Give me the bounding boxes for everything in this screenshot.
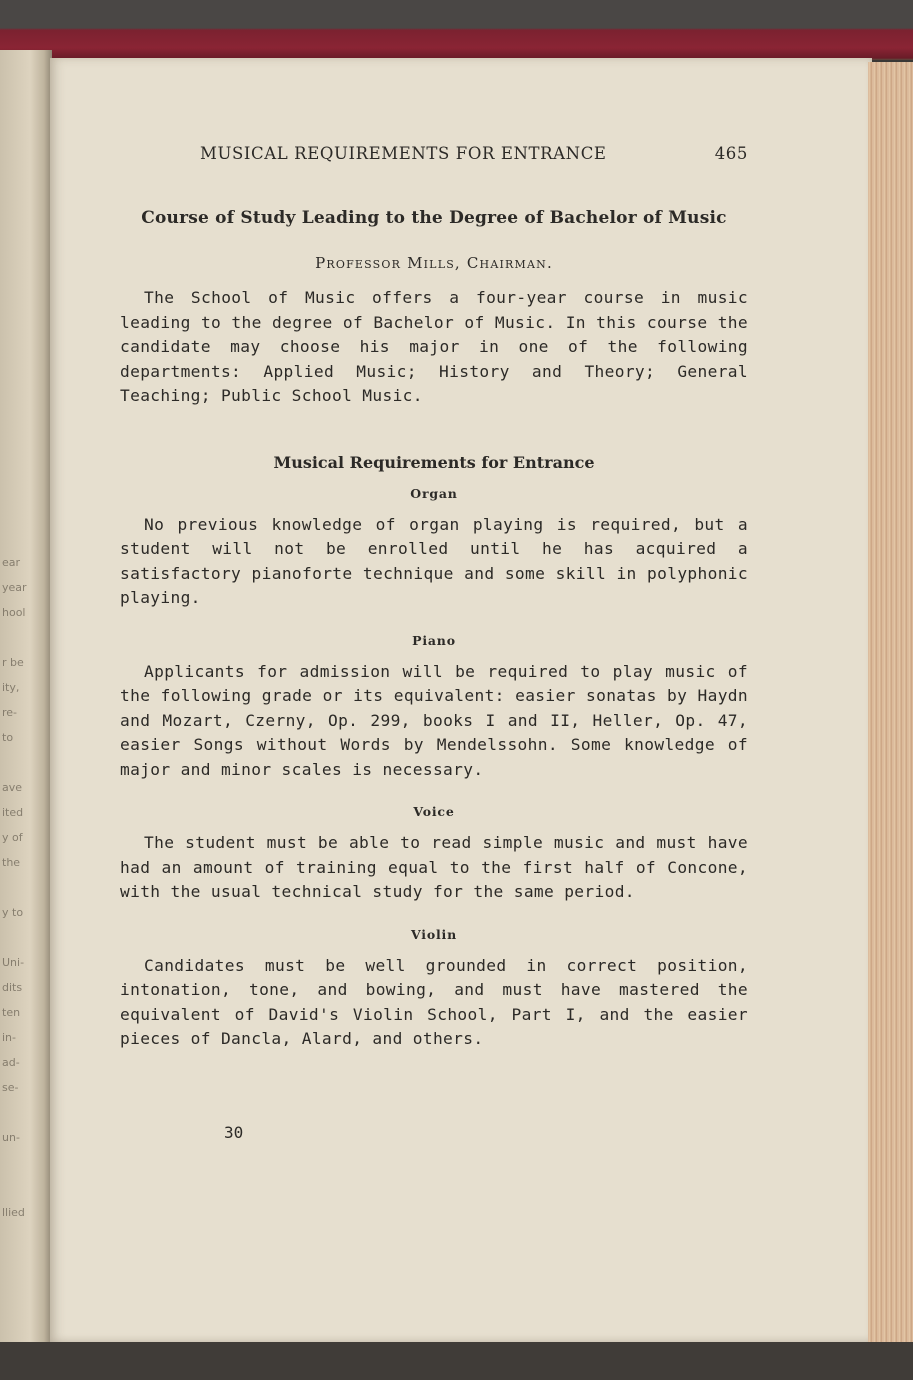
chairman-line: Professor Mills, Chairman. — [315, 254, 553, 272]
subsection-heading-violin: Violin — [411, 926, 457, 942]
subsection-heading-piano: Piano — [412, 632, 456, 648]
subsection-heading-organ: Organ — [410, 485, 458, 501]
running-head — [120, 140, 748, 168]
signature-mark: 30 — [224, 1123, 244, 1142]
subsection-text-organ: No previous knowledge of organ playing is required, but a student will not be enrolled until he has acquired a satisfactory pianoforte technique and some skill in polyphonic playing. — [120, 514, 748, 607]
bottom-shadow — [0, 1342, 913, 1380]
page-number: 465 — [714, 144, 748, 163]
subsection-heading-voice: Voice — [413, 804, 455, 819]
section-title: Musical Requirements for Entrance — [273, 452, 595, 472]
left-page-fragments: ear year hool r be ity, re- to ave ited y of the y to Uni- dits ten in- ad- se- un- llied — [2, 556, 27, 1219]
subsection-text-violin: Candidates must be well grounded in correct position, intonation, tone, and bowing, and must have mastered the equivalent of David's Violin School, Part I, and the easier pieces of Dancla, Alard, and others. — [120, 955, 748, 1048]
book-binding-top — [0, 0, 913, 60]
subsection-text-piano: Applicants for admission will be required to play music of the following grade or its equivalent: easier sonatas by Haydn and Mozart, Czerny, Op. 299, books I and II, Heller, Op. 47, easier Songs without Words by Mendelssohn. Some knowledge of major and minor scales is necessary. — [120, 661, 748, 779]
course-title: Course of Study Leading to the Degree of Bachelor of Music — [141, 208, 727, 228]
page-edges — [868, 62, 913, 1342]
page-content — [120, 140, 748, 1052]
subsection-text-voice: The student must be able to read simple music and must have had an amount of training equal to the first half of Concone, with the usual technical study for the same period. — [120, 833, 748, 901]
running-head-title: MUSICAL REQUIREMENTS FOR ENTRANCE — [200, 144, 607, 163]
facing-left-page — [0, 50, 52, 1350]
intro-paragraph: The School of Music offers a four-year course in music leading to the degree of Bachelor of Music. In this course the candidate may choose his major in one of the following departments: Applied Music; History and Theory; General Teaching; Public School Music. — [120, 288, 748, 405]
